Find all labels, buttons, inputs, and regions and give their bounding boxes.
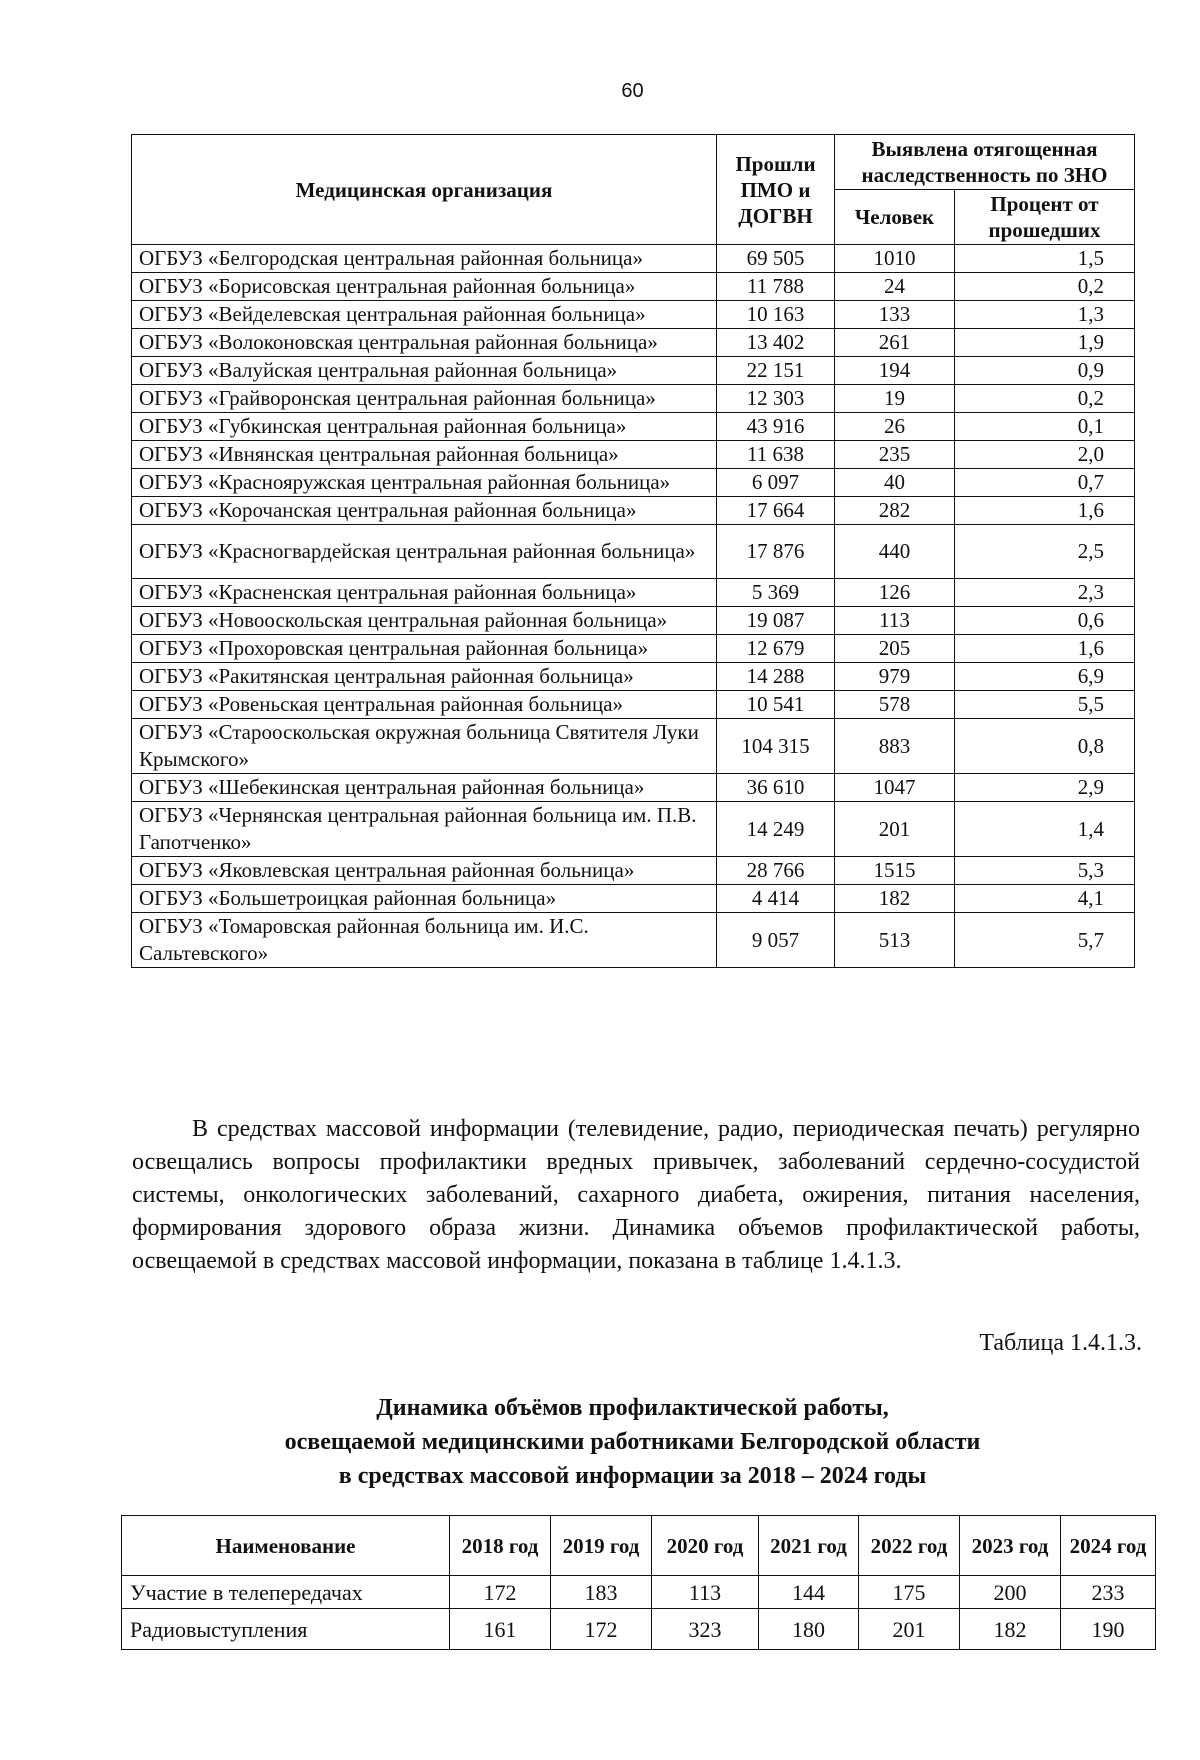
people-count-cell: 1515 — [835, 857, 955, 885]
percent-cell: 1,5 — [955, 245, 1135, 273]
year-value-cell: 182 — [960, 1609, 1061, 1650]
passed-count-cell: 17 664 — [717, 497, 835, 525]
org-name-cell: ОГБУЗ «Корочанская центральная районная больница» — [132, 497, 717, 525]
year-header: 2024 год — [1061, 1516, 1156, 1576]
people-count-cell: 1010 — [835, 245, 955, 273]
people-count-cell: 201 — [835, 802, 955, 857]
table-row — [132, 607, 1135, 635]
people-count-cell: 133 — [835, 301, 955, 329]
percent-cell: 1,4 — [955, 802, 1135, 857]
table-row — [122, 1576, 1156, 1609]
percent-cell: 0,8 — [955, 719, 1135, 774]
org-name-cell: ОГБУЗ «Чернянская центральная районная больница им. П.В. Гапотченко» — [132, 802, 717, 857]
year-value-cell: 144 — [759, 1576, 859, 1609]
year-value-cell: 113 — [652, 1576, 759, 1609]
year-value-cell: 161 — [450, 1609, 551, 1650]
people-count-cell: 235 — [835, 441, 955, 469]
table-title-line: в средствах массовой информации за 2018 – 2024 годы — [338, 1463, 927, 1489]
people-count-cell: 261 — [835, 329, 955, 357]
percent-cell: 2,5 — [955, 525, 1135, 579]
org-name-cell: ОГБУЗ «Яковлевская центральная районная больница» — [132, 857, 717, 885]
org-name-cell: ОГБУЗ «Грайворонская центральная районная больница» — [132, 385, 717, 413]
table-row — [132, 857, 1135, 885]
passed-count-cell: 14 288 — [717, 663, 835, 691]
org-name-cell: ОГБУЗ «Ровеньская центральная районная больница» — [132, 691, 717, 719]
percent-cell: 0,6 — [955, 607, 1135, 635]
header-percent: Процент от прошедших — [955, 190, 1135, 245]
year-header: 2020 год — [652, 1516, 759, 1576]
people-count-cell: 26 — [835, 413, 955, 441]
passed-count-cell: 12 679 — [717, 635, 835, 663]
header-name: Наименование — [122, 1516, 450, 1576]
org-name-cell: ОГБУЗ «Томаровская районная больница им. И.С. Сальтевского» — [132, 913, 717, 968]
percent-cell: 4,1 — [955, 885, 1135, 913]
year-header: 2021 год — [759, 1516, 859, 1576]
percent-cell: 0,1 — [955, 413, 1135, 441]
org-name-cell: ОГБУЗ «Старооскольская окружная больница Святителя Луки Крымского» — [132, 719, 717, 774]
percent-cell: 5,7 — [955, 913, 1135, 968]
table-row — [132, 385, 1135, 413]
table-row — [132, 525, 1135, 579]
org-name-cell: ОГБУЗ «Валуйская центральная районная больница» — [132, 357, 717, 385]
header-people: Человек — [835, 190, 955, 245]
table-row — [132, 802, 1135, 857]
org-name-cell: ОГБУЗ «Шебекинская центральная районная больница» — [132, 774, 717, 802]
table-row — [132, 329, 1135, 357]
org-name-cell: ОГБУЗ «Белгородская центральная районная больница» — [132, 245, 717, 273]
org-name-cell: ОГБУЗ «Большетроицкая районная больница» — [132, 885, 717, 913]
people-count-cell: 205 — [835, 635, 955, 663]
org-name-cell: ОГБУЗ «Вейделевская центральная районная больница» — [132, 301, 717, 329]
table-row — [132, 663, 1135, 691]
percent-cell: 1,3 — [955, 301, 1135, 329]
people-count-cell: 40 — [835, 469, 955, 497]
org-name-cell: ОГБУЗ «Борисовская центральная районная больница» — [132, 273, 717, 301]
table-row — [132, 441, 1135, 469]
activity-name-cell: Радиовыступления — [122, 1609, 450, 1650]
year-value-cell: 183 — [551, 1576, 652, 1609]
passed-count-cell: 22 151 — [717, 357, 835, 385]
body-paragraph: В средствах массовой информации (телевидение, радио, периодическая печать) регулярно освещались вопросы профилактики вредных привычек, заболеваний сердечно-сосудистой системы, онкологических заболеваний, сахарного диабета, ожирения, питания населения, формирования здорового образа жизни. Динамика объемов профилактической работы, освещаемой в средствах массовой информации, показана в таблице 1.4.1.3. — [132, 1116, 1140, 1274]
percent-cell: 0,9 — [955, 357, 1135, 385]
year-value-cell: 201 — [859, 1609, 960, 1650]
table-row — [122, 1609, 1156, 1650]
passed-count-cell: 19 087 — [717, 607, 835, 635]
table-row — [132, 635, 1135, 663]
people-count-cell: 194 — [835, 357, 955, 385]
passed-count-cell: 14 249 — [717, 802, 835, 857]
year-value-cell: 233 — [1061, 1576, 1156, 1609]
people-count-cell: 19 — [835, 385, 955, 413]
table-label: Таблица 1.4.1.3. — [979, 1330, 1142, 1356]
table-row — [132, 497, 1135, 525]
year-value-cell: 200 — [960, 1576, 1061, 1609]
table-row — [132, 885, 1135, 913]
passed-count-cell: 5 369 — [717, 579, 835, 607]
year-value-cell: 323 — [652, 1609, 759, 1650]
passed-count-cell: 104 315 — [717, 719, 835, 774]
passed-count-cell: 11 788 — [717, 273, 835, 301]
table-row — [132, 469, 1135, 497]
org-name-cell: ОГБУЗ «Волоконовская центральная районная больница» — [132, 329, 717, 357]
page-number: 60 — [621, 80, 644, 102]
percent-cell: 6,9 — [955, 663, 1135, 691]
passed-count-cell: 36 610 — [717, 774, 835, 802]
passed-count-cell: 10 163 — [717, 301, 835, 329]
table-row — [132, 357, 1135, 385]
passed-count-cell: 12 303 — [717, 385, 835, 413]
header-revealed: Выявлена отягощенная наследственность по ЗНО — [835, 135, 1135, 190]
table-row — [132, 301, 1135, 329]
table-row — [132, 579, 1135, 607]
screening-results-table — [131, 134, 1135, 968]
table-row — [132, 913, 1135, 968]
people-count-cell: 440 — [835, 525, 955, 579]
percent-cell: 5,3 — [955, 857, 1135, 885]
table-row — [132, 273, 1135, 301]
year-value-cell: 172 — [450, 1576, 551, 1609]
header-passed: Прошли ПМО и ДОГВН — [717, 135, 835, 245]
table-row — [132, 719, 1135, 774]
year-header: 2023 год — [960, 1516, 1061, 1576]
percent-cell: 0,2 — [955, 273, 1135, 301]
org-name-cell: ОГБУЗ «Ивнянская центральная районная больница» — [132, 441, 717, 469]
year-header: 2018 год — [450, 1516, 551, 1576]
header-org: Медицинская организация — [132, 135, 717, 245]
people-count-cell: 1047 — [835, 774, 955, 802]
people-count-cell: 24 — [835, 273, 955, 301]
percent-cell: 1,6 — [955, 635, 1135, 663]
passed-count-cell: 69 505 — [717, 245, 835, 273]
year-value-cell: 172 — [551, 1609, 652, 1650]
org-name-cell: ОГБУЗ «Ракитянская центральная районная больница» — [132, 663, 717, 691]
year-header: 2019 год — [551, 1516, 652, 1576]
table-row — [132, 691, 1135, 719]
people-count-cell: 883 — [835, 719, 955, 774]
passed-count-cell: 28 766 — [717, 857, 835, 885]
people-count-cell: 113 — [835, 607, 955, 635]
people-count-cell: 578 — [835, 691, 955, 719]
year-value-cell: 175 — [859, 1576, 960, 1609]
people-count-cell: 513 — [835, 913, 955, 968]
table-row — [132, 413, 1135, 441]
percent-cell: 0,2 — [955, 385, 1135, 413]
people-count-cell: 182 — [835, 885, 955, 913]
passed-count-cell: 11 638 — [717, 441, 835, 469]
media-activity-table — [121, 1515, 1156, 1650]
table-row — [132, 774, 1135, 802]
percent-cell: 1,9 — [955, 329, 1135, 357]
table-title-line: освещаемой медицинскими работниками Белгородской области — [284, 1429, 981, 1455]
percent-cell: 2,0 — [955, 441, 1135, 469]
percent-cell: 1,6 — [955, 497, 1135, 525]
year-header: 2022 год — [859, 1516, 960, 1576]
table-title — [0, 1391, 1200, 1493]
percent-cell: 0,7 — [955, 469, 1135, 497]
percent-cell: 2,3 — [955, 579, 1135, 607]
people-count-cell: 282 — [835, 497, 955, 525]
org-name-cell: ОГБУЗ «Губкинская центральная районная больница» — [132, 413, 717, 441]
passed-count-cell: 43 916 — [717, 413, 835, 441]
percent-cell: 5,5 — [955, 691, 1135, 719]
passed-count-cell: 4 414 — [717, 885, 835, 913]
org-name-cell: ОГБУЗ «Красногвардейская центральная районная больница» — [132, 525, 717, 579]
org-name-cell: ОГБУЗ «Краснояружская центральная районная больница» — [132, 469, 717, 497]
people-count-cell: 979 — [835, 663, 955, 691]
passed-count-cell: 10 541 — [717, 691, 835, 719]
year-value-cell: 190 — [1061, 1609, 1156, 1650]
percent-cell: 2,9 — [955, 774, 1135, 802]
passed-count-cell: 9 057 — [717, 913, 835, 968]
table-title-line: Динамика объёмов профилактической работы, — [376, 1395, 889, 1421]
activity-name-cell: Участие в телепередачах — [122, 1576, 450, 1609]
passed-count-cell: 6 097 — [717, 469, 835, 497]
org-name-cell: ОГБУЗ «Прохоровская центральная районная больница» — [132, 635, 717, 663]
people-count-cell: 126 — [835, 579, 955, 607]
table-row — [132, 245, 1135, 273]
passed-count-cell: 13 402 — [717, 329, 835, 357]
org-name-cell: ОГБУЗ «Красненская центральная районная больница» — [132, 579, 717, 607]
year-value-cell: 180 — [759, 1609, 859, 1650]
passed-count-cell: 17 876 — [717, 525, 835, 579]
org-name-cell: ОГБУЗ «Новооскольская центральная районная больница» — [132, 607, 717, 635]
